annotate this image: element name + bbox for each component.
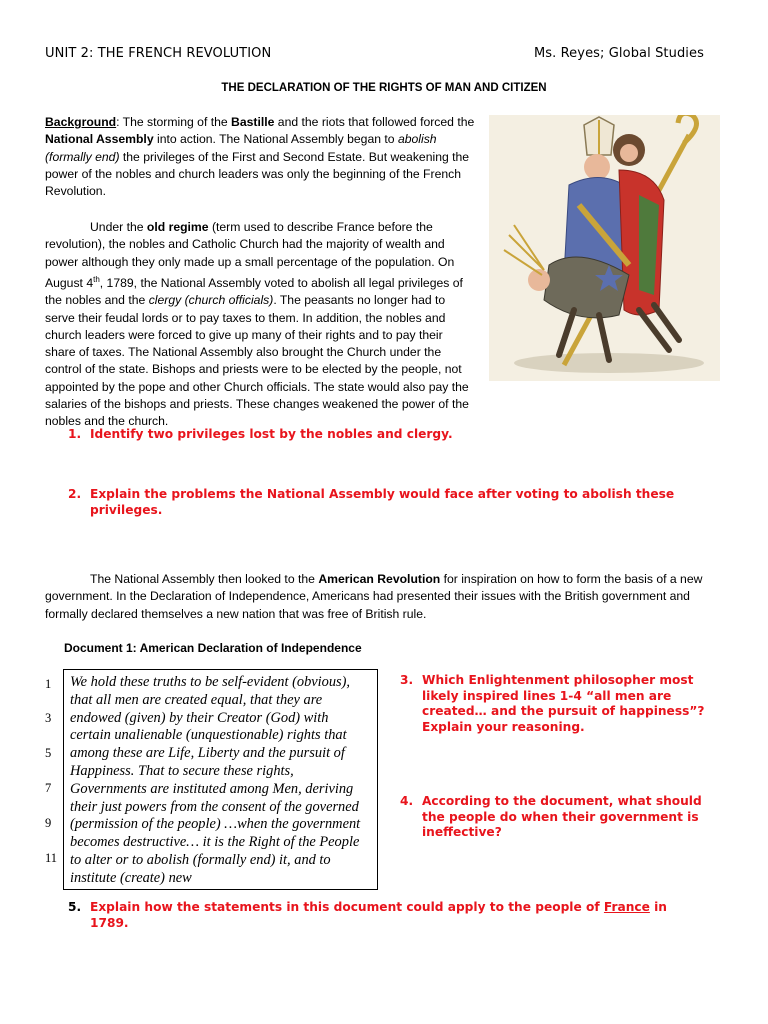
text-run: and the riots that followed forced the: [274, 115, 475, 129]
document-1-text: We hold these truths to be self-evident (obvious), that all men are created equal, that they are endowed (given) by their Creator (God) with certain unalienable (unquestionable) rights that among these are Life, Liberty and the pursuit of Happiness. That to secure these rights, Governments are instituted among Men, deriving their just powers from the consent of the governed (permission of the people) …when the government becomes destructive… it is the Right of the People to alter or to abolish (formally end) it, and to institute (create) new: [70, 674, 361, 886]
text-run: : The storming of the: [116, 115, 232, 129]
question-number: 2.: [68, 487, 82, 501]
background-label: Background: [45, 115, 117, 129]
term-clergy: clergy (church officials): [148, 293, 274, 308]
question-text: Explain how the statements in this document could apply to the people of: [90, 900, 604, 914]
question-number: 5.: [68, 900, 82, 914]
text-run: into action. The National Assembly began to: [153, 132, 398, 147]
old-regime-paragraph: [45, 219, 475, 431]
superscript: th: [93, 274, 100, 284]
document-1-excerpt-box: [63, 669, 378, 890]
unit-header: UNIT 2: THE FRENCH REVOLUTION: [45, 46, 272, 61]
line-number: 11: [45, 851, 58, 865]
text-run: , 1789, the National Assembly voted to abolish all legal privileges of the nobles and the: [45, 275, 463, 308]
text-run: . The peasants no longer had to serve their feudal lords or to pay taxes to them. In addition, the nobles and church leaders were forced to give up many of their rights and to pay their share of taxes. The National Assembly also brought the Church under the control of the state. Bishops and priests were to be elected by the people, not appointed by the pope and other Church officials. The state would also pay the salaries of the bishops and priests. These changes weakened the power of the nobles and the church.: [45, 293, 469, 429]
term-abolish: abolish (formally end): [45, 132, 437, 164]
background-paragraph: [45, 114, 475, 200]
cartoon-illustration: [489, 115, 720, 381]
question-text: Identify two privileges lost by the nobles and clergy.: [90, 427, 453, 441]
text-run: (term used to describe France before the revolution), the nobles and Catholic Church had the majority of wealth and power although they only made up a small percentage of the population. On August 4: [45, 220, 455, 290]
line-number: 5: [45, 746, 52, 760]
question-text: Explain the problems the National Assembly would face after voting to abolish these privileges.: [90, 487, 675, 517]
question-number: 4.: [400, 794, 414, 808]
question-text: in 1789.: [90, 900, 667, 930]
line-number: 9: [45, 816, 52, 830]
american-revolution-paragraph: [45, 571, 713, 623]
text-run: The National Assembly then looked to the: [90, 572, 319, 586]
question-text: According to the document, what should the people do when their government is ineffective?: [422, 794, 702, 839]
document-1-title: Document 1: American Declaration of Independence: [64, 641, 362, 655]
term-old-regime: old regime: [146, 220, 209, 234]
text-run: for inspiration on how to form the basis of a new government. In the Declaration of Independence, Americans had presented their issues with the British government and formally declared themselves a new nation that was free of British rule.: [45, 572, 703, 621]
line-number: 3: [45, 711, 52, 725]
teacher-header: Ms. Reyes; Global Studies: [533, 46, 704, 61]
line-number: 1: [45, 677, 52, 691]
line-number: 7: [45, 781, 52, 795]
illustration: [489, 115, 720, 381]
question-number: 3.: [400, 673, 414, 687]
term-bastille: Bastille: [231, 115, 275, 129]
text-run: Under the: [90, 220, 147, 234]
term-national-assembly: National Assembly: [45, 132, 154, 147]
text-run: the privileges of the First and Second Estate. But weakening the power of the nobles and church leaders was only the beginning of the French Revolution.: [45, 149, 470, 199]
term-american-revolution: American Revolution: [318, 572, 441, 586]
term-france: France: [603, 900, 650, 914]
question-number: 1.: [68, 427, 82, 441]
question-text: Which Enlightenment philosopher most likely inspired lines 1-4 “all men are created… and the pursuit of happiness”? Explain your reasoning.: [422, 673, 705, 734]
page-title: THE DECLARATION OF THE RIGHTS OF MAN AND CITIZEN: [221, 82, 547, 94]
question-2: [68, 487, 708, 521]
